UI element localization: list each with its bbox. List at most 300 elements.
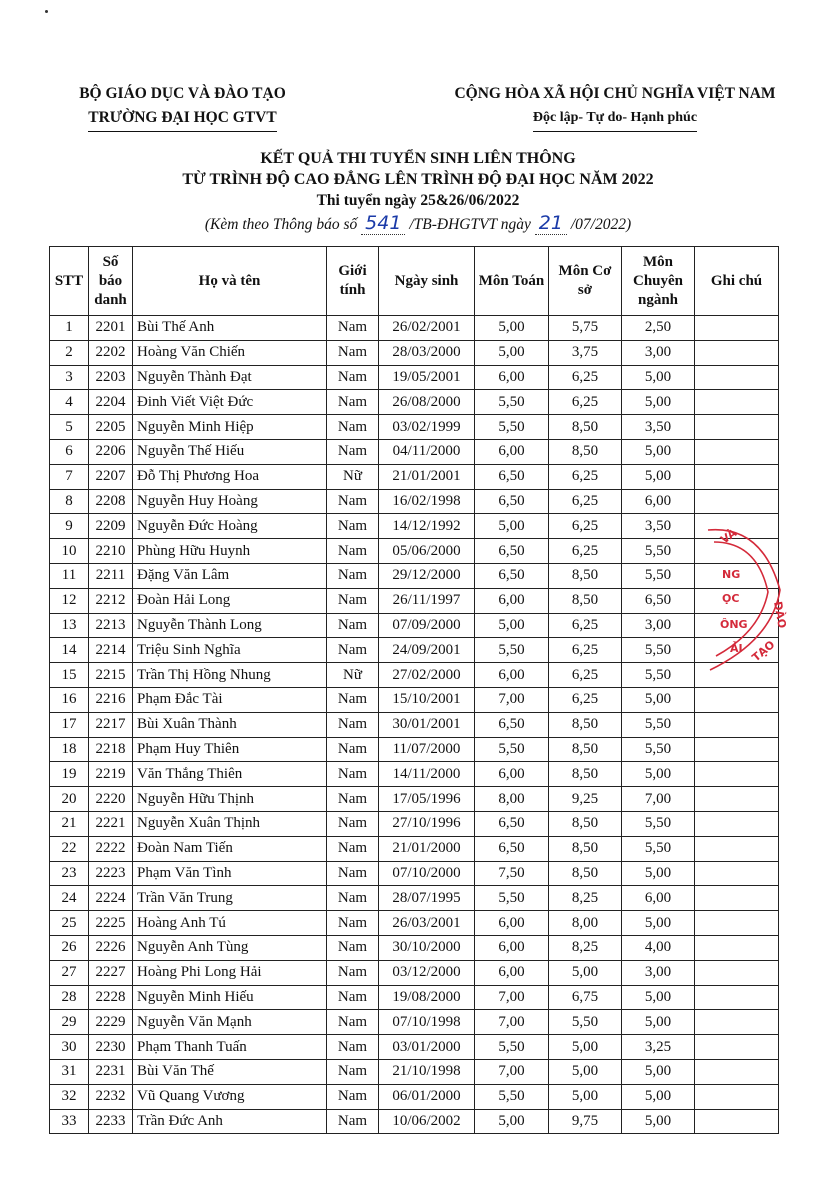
cell-base: 5,50 <box>549 1010 622 1035</box>
table-row <box>50 960 779 985</box>
cell-sbd: 2225 <box>89 911 133 936</box>
document-title <box>0 148 836 236</box>
col-header-stt: STT <box>50 247 89 316</box>
cell-math: 6,50 <box>475 836 549 861</box>
cell-name: Đoàn Hải Long <box>133 588 327 613</box>
cell-gender: Nam <box>327 886 379 911</box>
cell-base: 6,25 <box>549 613 622 638</box>
cell-base: 8,50 <box>549 563 622 588</box>
cell-base: 8,50 <box>549 762 622 787</box>
cell-dob: 24/09/2001 <box>379 638 475 663</box>
cell-stt: 28 <box>50 985 89 1010</box>
cell-math: 5,50 <box>475 886 549 911</box>
cell-dob: 04/11/2000 <box>379 439 475 464</box>
cell-note <box>695 1059 779 1084</box>
cell-name: Nguyễn Anh Tùng <box>133 935 327 960</box>
stamp-fragment: NG <box>722 568 741 581</box>
cell-gender: Nam <box>327 861 379 886</box>
cell-gender: Nam <box>327 712 379 737</box>
cell-base: 6,25 <box>549 365 622 390</box>
table-row <box>50 1084 779 1109</box>
cell-base: 6,25 <box>549 489 622 514</box>
cell-note <box>695 390 779 415</box>
cell-note <box>695 1035 779 1060</box>
cell-dob: 21/01/2000 <box>379 836 475 861</box>
col-header-gender: Giới tính <box>327 247 379 316</box>
cell-stt: 10 <box>50 539 89 564</box>
cell-note <box>695 1109 779 1134</box>
cell-note <box>695 514 779 539</box>
cell-major: 5,00 <box>622 1109 695 1134</box>
table-row <box>50 737 779 762</box>
cell-math: 5,00 <box>475 613 549 638</box>
cell-sbd: 2227 <box>89 960 133 985</box>
cell-major: 6,00 <box>622 886 695 911</box>
cell-gender: Nam <box>327 638 379 663</box>
cell-sbd: 2217 <box>89 712 133 737</box>
cell-stt: 9 <box>50 514 89 539</box>
cell-sbd: 2223 <box>89 861 133 886</box>
handwritten-ref-number: 541 <box>361 212 405 235</box>
cell-sbd: 2204 <box>89 390 133 415</box>
cell-dob: 29/12/2000 <box>379 563 475 588</box>
cell-base: 5,00 <box>549 1084 622 1109</box>
reference-line <box>0 212 836 236</box>
cell-name: Phạm Văn Tình <box>133 861 327 886</box>
cell-sbd: 2207 <box>89 464 133 489</box>
cell-stt: 24 <box>50 886 89 911</box>
stamp-fragment: ẢI <box>730 642 743 655</box>
cell-math: 7,50 <box>475 861 549 886</box>
cell-dob: 19/05/2001 <box>379 365 475 390</box>
cell-base: 8,00 <box>549 911 622 936</box>
table-row <box>50 935 779 960</box>
cell-major: 5,50 <box>622 638 695 663</box>
cell-major: 6,50 <box>622 588 695 613</box>
cell-major: 5,00 <box>622 439 695 464</box>
cell-base: 8,50 <box>549 836 622 861</box>
cell-note <box>695 489 779 514</box>
ref-prefix: (Kèm theo Thông báo số <box>204 216 358 233</box>
cell-note <box>695 539 779 564</box>
cell-gender: Nam <box>327 365 379 390</box>
table-row <box>50 1035 779 1060</box>
cell-note <box>695 687 779 712</box>
cell-gender: Nam <box>327 514 379 539</box>
cell-math: 6,00 <box>475 911 549 936</box>
table-row <box>50 687 779 712</box>
cell-stt: 31 <box>50 1059 89 1084</box>
cell-math: 5,00 <box>475 316 549 341</box>
cell-note <box>695 985 779 1010</box>
cell-name: Trần Thị Hồng Nhung <box>133 663 327 688</box>
cell-math: 5,50 <box>475 415 549 440</box>
cell-note <box>695 415 779 440</box>
cell-base: 8,50 <box>549 415 622 440</box>
cell-sbd: 2232 <box>89 1084 133 1109</box>
ministry-name: BỘ GIÁO DỤC VÀ ĐÀO TẠO <box>79 85 286 102</box>
cell-note <box>695 365 779 390</box>
cell-sbd: 2222 <box>89 836 133 861</box>
cell-name: Hoàng Văn Chiến <box>133 340 327 365</box>
cell-note <box>695 762 779 787</box>
cell-name: Đặng Văn Lâm <box>133 563 327 588</box>
cell-gender: Nam <box>327 415 379 440</box>
cell-name: Hoàng Anh Tú <box>133 911 327 936</box>
cell-name: Đinh Viết Việt Đức <box>133 390 327 415</box>
cell-note <box>695 464 779 489</box>
cell-note <box>695 1084 779 1109</box>
cell-major: 3,50 <box>622 415 695 440</box>
cell-major: 5,00 <box>622 861 695 886</box>
cell-major: 3,00 <box>622 613 695 638</box>
cell-major: 5,00 <box>622 985 695 1010</box>
stamp-fragment: ỌC <box>722 592 740 605</box>
cell-major: 5,50 <box>622 836 695 861</box>
cell-gender: Nam <box>327 935 379 960</box>
cell-note <box>695 613 779 638</box>
cell-stt: 12 <box>50 588 89 613</box>
cell-gender: Nữ <box>327 663 379 688</box>
cell-dob: 06/01/2000 <box>379 1084 475 1109</box>
cell-math: 6,00 <box>475 365 549 390</box>
cell-gender: Nam <box>327 1109 379 1134</box>
cell-base: 5,00 <box>549 1035 622 1060</box>
cell-base: 8,25 <box>549 886 622 911</box>
table-row <box>50 985 779 1010</box>
table-row <box>50 836 779 861</box>
cell-name: Nguyễn Huy Hoàng <box>133 489 327 514</box>
table-row <box>50 1109 779 1134</box>
cell-base: 6,25 <box>549 390 622 415</box>
cell-stt: 11 <box>50 563 89 588</box>
cell-base: 9,75 <box>549 1109 622 1134</box>
cell-major: 3,50 <box>622 514 695 539</box>
cell-dob: 26/11/1997 <box>379 588 475 613</box>
cell-math: 7,00 <box>475 1010 549 1035</box>
cell-sbd: 2211 <box>89 563 133 588</box>
cell-sbd: 2220 <box>89 787 133 812</box>
cell-gender: Nam <box>327 687 379 712</box>
table-row <box>50 638 779 663</box>
cell-math: 5,50 <box>475 390 549 415</box>
cell-dob: 27/02/2000 <box>379 663 475 688</box>
cell-math: 5,50 <box>475 638 549 663</box>
cell-sbd: 2221 <box>89 811 133 836</box>
cell-dob: 17/05/1996 <box>379 787 475 812</box>
cell-stt: 6 <box>50 439 89 464</box>
cell-dob: 07/10/2000 <box>379 861 475 886</box>
cell-note <box>695 811 779 836</box>
cell-base: 5,00 <box>549 960 622 985</box>
cell-major: 5,00 <box>622 762 695 787</box>
cell-name: Phạm Đắc Tài <box>133 687 327 712</box>
cell-stt: 4 <box>50 390 89 415</box>
cell-dob: 14/11/2000 <box>379 762 475 787</box>
title-line-1: KẾT QUẢ THI TUYỂN SINH LIÊN THÔNG <box>260 150 576 167</box>
cell-gender: Nam <box>327 836 379 861</box>
table-row <box>50 365 779 390</box>
cell-note <box>695 836 779 861</box>
cell-math: 5,50 <box>475 1084 549 1109</box>
cell-name: Phạm Thanh Tuấn <box>133 1035 327 1060</box>
cell-math: 7,00 <box>475 687 549 712</box>
cell-stt: 29 <box>50 1010 89 1035</box>
cell-base: 8,25 <box>549 935 622 960</box>
cell-major: 5,50 <box>622 663 695 688</box>
cell-base: 6,25 <box>549 638 622 663</box>
cell-name: Nguyễn Xuân Thịnh <box>133 811 327 836</box>
cell-major: 7,00 <box>622 787 695 812</box>
cell-gender: Nam <box>327 737 379 762</box>
cell-sbd: 2208 <box>89 489 133 514</box>
cell-major: 3,00 <box>622 960 695 985</box>
table-row <box>50 415 779 440</box>
cell-dob: 16/02/1998 <box>379 489 475 514</box>
cell-math: 6,00 <box>475 935 549 960</box>
cell-sbd: 2228 <box>89 985 133 1010</box>
cell-name: Nguyễn Thành Đạt <box>133 365 327 390</box>
cell-sbd: 2205 <box>89 415 133 440</box>
cell-major: 5,00 <box>622 464 695 489</box>
cell-note <box>695 935 779 960</box>
cell-sbd: 2229 <box>89 1010 133 1035</box>
col-header-sbd: Số báo danh <box>89 247 133 316</box>
table-row <box>50 886 779 911</box>
cell-sbd: 2210 <box>89 539 133 564</box>
country-name: CỘNG HÒA XÃ HỘI CHỦ NGHĨA VIỆT NAM <box>454 85 776 102</box>
cell-major: 5,00 <box>622 687 695 712</box>
cell-stt: 22 <box>50 836 89 861</box>
cell-gender: Nam <box>327 985 379 1010</box>
cell-dob: 26/03/2001 <box>379 911 475 936</box>
cell-name: Văn Thắng Thiên <box>133 762 327 787</box>
cell-sbd: 2202 <box>89 340 133 365</box>
cell-major: 5,00 <box>622 911 695 936</box>
cell-note <box>695 737 779 762</box>
cell-name: Triệu Sinh Nghĩa <box>133 638 327 663</box>
cell-dob: 28/07/1995 <box>379 886 475 911</box>
cell-stt: 16 <box>50 687 89 712</box>
cell-sbd: 2209 <box>89 514 133 539</box>
col-header-note: Ghi chú <box>695 247 779 316</box>
cell-base: 6,25 <box>549 539 622 564</box>
scan-speck <box>45 10 48 13</box>
cell-dob: 03/02/1999 <box>379 415 475 440</box>
cell-math: 8,00 <box>475 787 549 812</box>
stamp-fragment: ĐÀO <box>771 600 789 630</box>
cell-stt: 1 <box>50 316 89 341</box>
cell-gender: Nam <box>327 340 379 365</box>
cell-stt: 30 <box>50 1035 89 1060</box>
cell-math: 6,00 <box>475 960 549 985</box>
cell-name: Nguyễn Minh Hiếu <box>133 985 327 1010</box>
cell-name: Hoàng Phi Long Hải <box>133 960 327 985</box>
cell-sbd: 2214 <box>89 638 133 663</box>
cell-dob: 07/10/1998 <box>379 1010 475 1035</box>
national-header <box>440 82 790 132</box>
cell-gender: Nữ <box>327 464 379 489</box>
stamp-fragment: ÔNG <box>720 618 748 631</box>
cell-dob: 19/08/2000 <box>379 985 475 1010</box>
cell-math: 6,50 <box>475 563 549 588</box>
cell-math: 5,50 <box>475 737 549 762</box>
cell-note <box>695 663 779 688</box>
cell-dob: 15/10/2001 <box>379 687 475 712</box>
cell-name: Trần Văn Trung <box>133 886 327 911</box>
table-row <box>50 762 779 787</box>
cell-math: 6,50 <box>475 464 549 489</box>
cell-sbd: 2213 <box>89 613 133 638</box>
cell-gender: Nam <box>327 439 379 464</box>
table-row <box>50 861 779 886</box>
cell-sbd: 2212 <box>89 588 133 613</box>
cell-gender: Nam <box>327 316 379 341</box>
cell-base: 8,50 <box>549 712 622 737</box>
cell-stt: 26 <box>50 935 89 960</box>
cell-math: 6,00 <box>475 762 549 787</box>
cell-gender: Nam <box>327 539 379 564</box>
cell-stt: 32 <box>50 1084 89 1109</box>
cell-dob: 03/12/2000 <box>379 960 475 985</box>
cell-gender: Nam <box>327 390 379 415</box>
cell-sbd: 2203 <box>89 365 133 390</box>
cell-gender: Nam <box>327 960 379 985</box>
cell-sbd: 2230 <box>89 1035 133 1060</box>
cell-name: Đoàn Nam Tiến <box>133 836 327 861</box>
cell-name: Bùi Văn Thế <box>133 1059 327 1084</box>
cell-name: Nguyễn Minh Hiệp <box>133 415 327 440</box>
cell-note <box>695 787 779 812</box>
cell-major: 2,50 <box>622 316 695 341</box>
table-row <box>50 514 779 539</box>
cell-stt: 27 <box>50 960 89 985</box>
cell-name: Trần Đức Anh <box>133 1109 327 1134</box>
cell-stt: 18 <box>50 737 89 762</box>
cell-name: Nguyễn Thế Hiếu <box>133 439 327 464</box>
cell-note <box>695 340 779 365</box>
cell-note <box>695 316 779 341</box>
table-row <box>50 663 779 688</box>
national-motto: Độc lập- Tự do- Hạnh phúc <box>533 106 697 132</box>
cell-major: 5,50 <box>622 539 695 564</box>
ref-suffix: /07/2022) <box>570 216 632 233</box>
cell-stt: 8 <box>50 489 89 514</box>
table-row <box>50 439 779 464</box>
cell-base: 9,25 <box>549 787 622 812</box>
cell-math: 5,00 <box>475 1109 549 1134</box>
cell-sbd: 2201 <box>89 316 133 341</box>
cell-gender: Nam <box>327 811 379 836</box>
cell-base: 8,50 <box>549 861 622 886</box>
cell-math: 5,50 <box>475 1035 549 1060</box>
cell-sbd: 2218 <box>89 737 133 762</box>
cell-dob: 03/01/2000 <box>379 1035 475 1060</box>
cell-base: 3,75 <box>549 340 622 365</box>
cell-sbd: 2215 <box>89 663 133 688</box>
cell-sbd: 2233 <box>89 1109 133 1134</box>
cell-gender: Nam <box>327 489 379 514</box>
cell-gender: Nam <box>327 1059 379 1084</box>
cell-stt: 23 <box>50 861 89 886</box>
table-row <box>50 1010 779 1035</box>
cell-dob: 21/10/1998 <box>379 1059 475 1084</box>
cell-major: 5,00 <box>622 390 695 415</box>
cell-name: Nguyễn Thành Long <box>133 613 327 638</box>
cell-name: Vũ Quang Vương <box>133 1084 327 1109</box>
cell-gender: Nam <box>327 613 379 638</box>
cell-note <box>695 638 779 663</box>
cell-note <box>695 861 779 886</box>
cell-math: 6,50 <box>475 712 549 737</box>
cell-base: 6,25 <box>549 464 622 489</box>
cell-note <box>695 439 779 464</box>
cell-stt: 13 <box>50 613 89 638</box>
cell-base: 6,25 <box>549 687 622 712</box>
cell-math: 7,00 <box>475 985 549 1010</box>
results-table <box>49 246 779 1134</box>
cell-major: 5,50 <box>622 712 695 737</box>
table-row <box>50 588 779 613</box>
cell-note <box>695 960 779 985</box>
cell-name: Bùi Thế Anh <box>133 316 327 341</box>
cell-math: 7,00 <box>475 1059 549 1084</box>
cell-major: 5,50 <box>622 811 695 836</box>
cell-math: 6,50 <box>475 489 549 514</box>
exam-date-line: Thi tuyển ngày 25&26/06/2022 <box>316 192 520 209</box>
cell-base: 5,00 <box>549 1059 622 1084</box>
cell-stt: 33 <box>50 1109 89 1134</box>
cell-base: 6,25 <box>549 514 622 539</box>
cell-major: 5,50 <box>622 737 695 762</box>
cell-base: 5,75 <box>549 316 622 341</box>
cell-major: 5,00 <box>622 1059 695 1084</box>
table-row <box>50 340 779 365</box>
table-header-row <box>50 247 779 316</box>
table-row <box>50 539 779 564</box>
cell-name: Đỗ Thị Phương Hoa <box>133 464 327 489</box>
cell-major: 5,50 <box>622 563 695 588</box>
cell-dob: 30/10/2000 <box>379 935 475 960</box>
cell-dob: 28/03/2000 <box>379 340 475 365</box>
cell-base: 6,25 <box>549 663 622 688</box>
table-row <box>50 563 779 588</box>
table-row <box>50 316 779 341</box>
cell-note <box>695 911 779 936</box>
cell-dob: 14/12/1992 <box>379 514 475 539</box>
cell-stt: 17 <box>50 712 89 737</box>
cell-base: 8,50 <box>549 588 622 613</box>
cell-dob: 21/01/2001 <box>379 464 475 489</box>
col-header-dob: Ngày sinh <box>379 247 475 316</box>
cell-major: 3,25 <box>622 1035 695 1060</box>
cell-note <box>695 886 779 911</box>
university-name: TRƯỜNG ĐẠI HỌC GTVT <box>88 106 276 132</box>
cell-major: 6,00 <box>622 489 695 514</box>
cell-major: 5,00 <box>622 1084 695 1109</box>
cell-dob: 27/10/1996 <box>379 811 475 836</box>
ministry-header <box>55 82 310 132</box>
cell-dob: 11/07/2000 <box>379 737 475 762</box>
col-header-base: Môn Cơ sở <box>549 247 622 316</box>
cell-gender: Nam <box>327 911 379 936</box>
stamp-fragment: TẠO <box>749 638 778 665</box>
cell-major: 5,00 <box>622 1010 695 1035</box>
cell-math: 6,00 <box>475 439 549 464</box>
col-header-name: Họ và tên <box>133 247 327 316</box>
cell-stt: 3 <box>50 365 89 390</box>
cell-note <box>695 712 779 737</box>
